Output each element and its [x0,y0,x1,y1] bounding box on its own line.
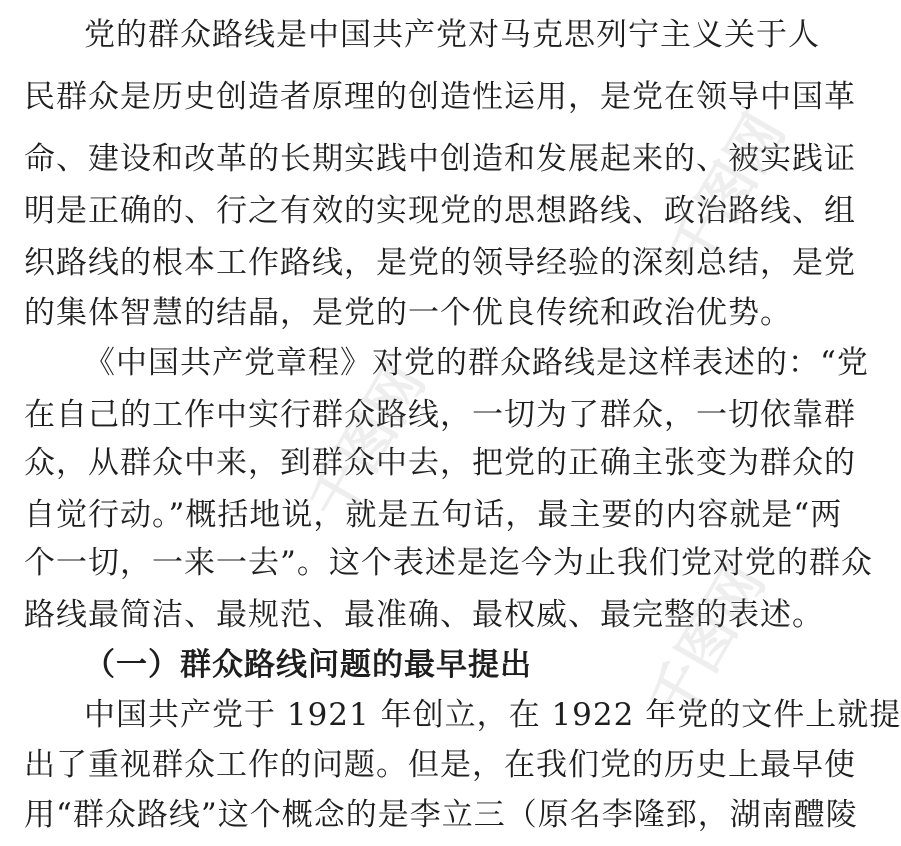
paragraph-line: 党的群众路线是中国共产党对马克思列宁主义关于人 [84,17,820,53]
paragraph-line: 出了重视群众工作的问题。但是，在我们党的历史上最早使 [24,747,856,783]
paragraph-line: 众，从群众中来，到群众中去，把党的正确主张变为群众的 [24,445,856,481]
paragraph-line: 明是正确的、行之有效的实现党的思想路线、政治路线、组 [24,193,856,229]
watermark-logo: 千图网 [637,553,779,732]
section-heading: （一）群众路线问题的最早提出 [84,647,532,683]
paragraph-line: 用“群众路线”这个概念的是李立三（原名李隆郅，湖南醴陵 [24,797,858,833]
watermark-logo: 千图网 [297,353,439,532]
paragraph-line: 在自己的工作中实行群众路线，一切为了群众，一切依靠群 [24,397,856,433]
watermark-logo: 千图网 [657,103,799,282]
paragraph-line: 命、建设和改革的长期实践中创造和发展起来的、被实践证 [24,141,856,177]
paragraph-line: 中国共产党于 1921 年创立，在 1922 年党的文件上就提 [84,697,901,733]
paragraph-line: 民群众是历史创造者原理的创造性运用，是党在领导中国革 [24,79,856,115]
paragraph-line: 的集体智慧的结晶，是党的一个优良传统和政治优势。 [24,295,792,331]
paragraph-line: 自觉行动。”概括地说，就是五句话，最主要的内容就是“两 [24,497,843,533]
paragraph-line: 个一切，一来一去”。这个表述是迄今为止我们党对党的群众 [24,545,873,581]
paragraph-line: 路线最简洁、最规范、最准确、最权威、最完整的表述。 [24,597,824,633]
paragraph-line: 《中国共产党章程》对党的群众路线是这样表述的：“党 [84,345,869,381]
paragraph-line: 织路线的根本工作路线，是党的领导经验的深刻总结，是党 [24,245,856,281]
